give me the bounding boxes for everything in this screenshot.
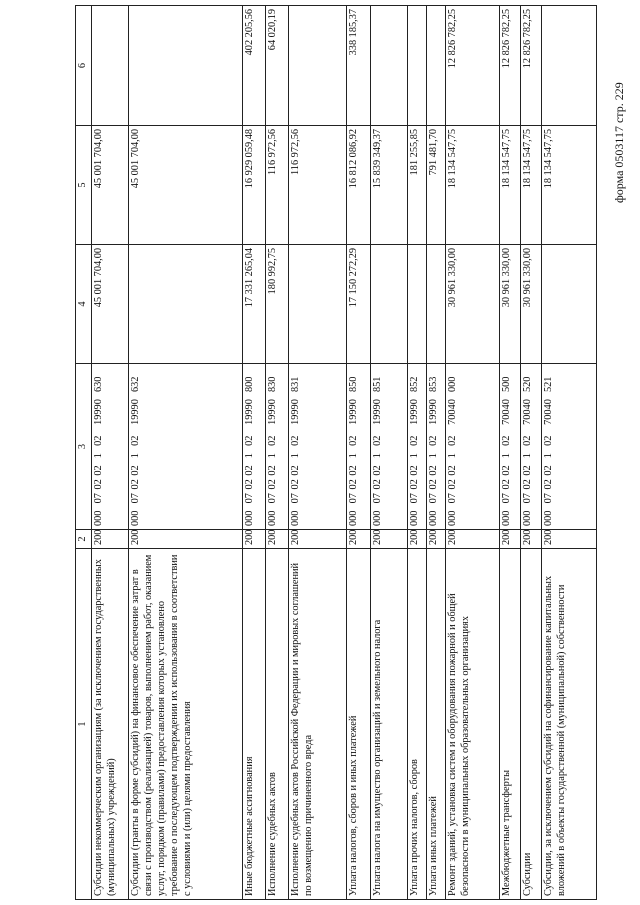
row-approved xyxy=(288,245,347,364)
row-unexecuted: 12 826 782,25 xyxy=(521,6,542,126)
row-name: Исполнение судебных актов xyxy=(265,549,288,900)
budget-execution-table xyxy=(75,5,597,900)
row-name: Субсидии (гранты в форме субсидий) на финансовое обеспечение затрат в связи с производством (реализацией) товаров, выполнением работ, оказанием услуг, порядком (правилами) предоставления которых установлено требование о последующем подтверждении их использования в соответствии с условиями и (или) целями предоставления xyxy=(129,549,242,900)
row-budget-code: 000 07 02 02 1 02 19990 851 xyxy=(370,364,408,530)
row-executed: 181 255,85 xyxy=(408,126,427,245)
row-approved xyxy=(427,245,446,364)
row-budget-code: 000 07 02 02 1 02 19990 830 xyxy=(265,364,288,530)
row-unexecuted: 402 205,56 xyxy=(242,6,265,126)
column-header: 1 xyxy=(76,549,92,900)
table-row xyxy=(521,6,542,900)
row-executed: 45 001 704,00 xyxy=(129,126,242,245)
row-line-code: 200 xyxy=(370,530,408,549)
table-row xyxy=(347,6,370,900)
row-line-code: 200 xyxy=(427,530,446,549)
row-line-code: 200 xyxy=(542,530,597,549)
row-name: Межбюджетные трансферты xyxy=(500,549,521,900)
row-line-code: 200 xyxy=(265,530,288,549)
row-approved: 30 961 330,00 xyxy=(445,245,500,364)
row-unexecuted: 338 185,37 xyxy=(347,6,370,126)
row-name: Ремонт зданий, установка систем и оборудования пожарной и общей безопасности в муниципальных образовательных организациях xyxy=(445,549,500,900)
row-name: Уплата прочих налогов, сборов xyxy=(408,549,427,900)
row-unexecuted xyxy=(370,6,408,126)
row-budget-code: 000 07 02 02 1 02 19990 850 xyxy=(347,364,370,530)
row-name: Уплата налогов, сборов и иных платежей xyxy=(347,549,370,900)
row-executed: 15 839 349,37 xyxy=(370,126,408,245)
row-name: Субсидии некоммерческим организациям (за исключением государственных (муниципальных) учреждений) xyxy=(91,549,129,900)
row-name: Субсидии, за исключением субсидий на софинансирование капитальных вложений в объекты государственной (муниципальной) собственности xyxy=(542,549,597,900)
row-executed: 18 134 547,75 xyxy=(445,126,500,245)
table-row xyxy=(265,6,288,900)
row-unexecuted: 12 826 782,25 xyxy=(445,6,500,126)
row-approved: 30 961 330,00 xyxy=(500,245,521,364)
row-line-code: 200 xyxy=(288,530,347,549)
row-budget-code: 000 07 02 02 1 02 19990 852 xyxy=(408,364,427,530)
table-row xyxy=(129,6,242,900)
column-header: 6 xyxy=(76,6,92,126)
row-line-code: 200 xyxy=(242,530,265,549)
table-row xyxy=(500,6,521,900)
column-header: 3 xyxy=(76,364,92,530)
row-approved xyxy=(129,245,242,364)
row-unexecuted xyxy=(288,6,347,126)
row-name: Уплата налога на имущество организаций и земельного налога xyxy=(370,549,408,900)
row-budget-code: 000 07 02 02 1 02 19990 800 xyxy=(242,364,265,530)
row-approved: 17 331 265,04 xyxy=(242,245,265,364)
row-executed: 18 134 547,75 xyxy=(542,126,597,245)
row-line-code: 200 xyxy=(408,530,427,549)
table-row xyxy=(370,6,408,900)
row-executed: 16 929 059,48 xyxy=(242,126,265,245)
row-executed: 18 134 547,75 xyxy=(521,126,542,245)
row-executed: 116 972,56 xyxy=(265,126,288,245)
row-executed: 791 481,70 xyxy=(427,126,446,245)
row-executed: 18 134 547,75 xyxy=(500,126,521,245)
row-approved: 17 150 272,29 xyxy=(347,245,370,364)
row-approved: 30 961 330,00 xyxy=(521,245,542,364)
row-unexecuted: 64 020,19 xyxy=(265,6,288,126)
row-approved xyxy=(408,245,427,364)
row-name: Субсидии xyxy=(521,549,542,900)
column-number-row xyxy=(76,6,92,900)
row-line-code: 200 xyxy=(129,530,242,549)
row-budget-code: 000 07 02 02 1 02 70040 000 xyxy=(445,364,500,530)
row-line-code: 200 xyxy=(91,530,129,549)
column-header: 4 xyxy=(76,245,92,364)
row-unexecuted xyxy=(542,6,597,126)
row-line-code: 200 xyxy=(445,530,500,549)
row-executed: 116 972,56 xyxy=(288,126,347,245)
row-name: Уплата иных платежей xyxy=(427,549,446,900)
table-row xyxy=(242,6,265,900)
row-budget-code: 000 07 02 02 1 02 19990 630 xyxy=(91,364,129,530)
row-executed: 16 812 086,92 xyxy=(347,126,370,245)
row-approved: 180 992,75 xyxy=(265,245,288,364)
column-header: 2 xyxy=(76,530,92,549)
column-header: 5 xyxy=(76,126,92,245)
row-budget-code: 000 07 02 02 1 02 70040 520 xyxy=(521,364,542,530)
table-row xyxy=(91,6,129,900)
row-budget-code: 000 07 02 02 1 02 19990 831 xyxy=(288,364,347,530)
row-line-code: 200 xyxy=(500,530,521,549)
row-unexecuted xyxy=(427,6,446,126)
row-budget-code: 000 07 02 02 1 02 19990 632 xyxy=(129,364,242,530)
row-unexecuted xyxy=(91,6,129,126)
table-row xyxy=(542,6,597,900)
row-name: Иные бюджетные ассигнования xyxy=(242,549,265,900)
form-number-label: форма 0503117 стр. 229 xyxy=(612,82,626,203)
row-name: Исполнение судебных актов Российской Федерации и мировых соглашений по возмещению причиненного вреда xyxy=(288,549,347,900)
table-row xyxy=(445,6,500,900)
row-executed: 45 001 704,00 xyxy=(91,126,129,245)
table-row xyxy=(427,6,446,900)
row-budget-code: 000 07 02 02 1 02 70040 500 xyxy=(500,364,521,530)
row-line-code: 200 xyxy=(347,530,370,549)
table-row xyxy=(408,6,427,900)
row-budget-code: 000 07 02 02 1 02 70040 521 xyxy=(542,364,597,530)
row-unexecuted xyxy=(408,6,427,126)
row-unexecuted: 12 826 782,25 xyxy=(500,6,521,126)
row-approved: 45 001 704,00 xyxy=(91,245,129,364)
row-line-code: 200 xyxy=(521,530,542,549)
row-budget-code: 000 07 02 02 1 02 19990 853 xyxy=(427,364,446,530)
row-unexecuted xyxy=(129,6,242,126)
row-approved xyxy=(542,245,597,364)
table-row xyxy=(288,6,347,900)
row-approved xyxy=(370,245,408,364)
